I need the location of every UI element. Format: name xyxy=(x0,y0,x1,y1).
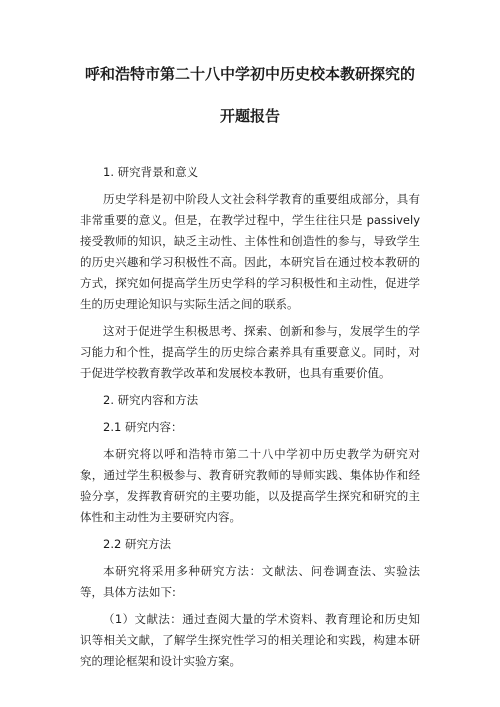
method-1-paragraph: （1）文献法：通过查阅大量的学术资料、教育理论和历史知识等相关文献，了解学生探究性学习的相关理论和实践，构建本研究的理论框架和设计实验方案。 xyxy=(80,612,420,668)
section-2-1-paragraph: 本研究将以呼和浩特市第二十八中学初中历史教学为研究对象，通过学生积极参与、教育研究教师的导师实践、集体协作和经验分享，发挥教育研究的主要功能，以及提高学生探究和研究的主体性和主动性为主要研究内容。 xyxy=(80,447,420,524)
section-2-2-heading: 2.2 研究方法 xyxy=(103,537,171,551)
section-2-1-heading: 2.1 研究内容： xyxy=(103,420,183,434)
section-1-paragraph-2: 这对于促进学生积极思考、探索、创新和参与，发展学生的学习能力和个性，提高学生的历史综合素养具有重要意义。同时，对于促进学校教育教学改革和发展校本教研，也具有重要价值。 xyxy=(80,324,420,380)
section-1-heading: 1. 研究背景和意义 xyxy=(103,165,199,179)
document-title-line-2: 开题报告 xyxy=(219,107,280,125)
section-2-2-paragraph: 本研究将采用多种研究方法：文献法、问卷调查法、实验法等，具体方法如下: xyxy=(80,564,420,599)
document-title-line-1: 呼和浩特市第二十八中学初中历史校本教研探究的 xyxy=(84,65,415,83)
section-2-heading: 2. 研究内容和方法 xyxy=(103,393,199,407)
section-1-paragraph-1: 历史学科是初中阶段人文社会科学教育的重要组成部分，具有非常重要的意义。但是，在教学过程中，学生往往只是 passively 接受教师的知识，缺乏主动性、主体性和创造性的参与，导致学生的历史兴趣和学习积极性不高。因此，本研究旨在通过校本教研的方式，探究如何提高学生历史学科的学习积极性和主动性，促进学生的历史理论知识与实际生活之间的联系。 xyxy=(80,192,420,311)
